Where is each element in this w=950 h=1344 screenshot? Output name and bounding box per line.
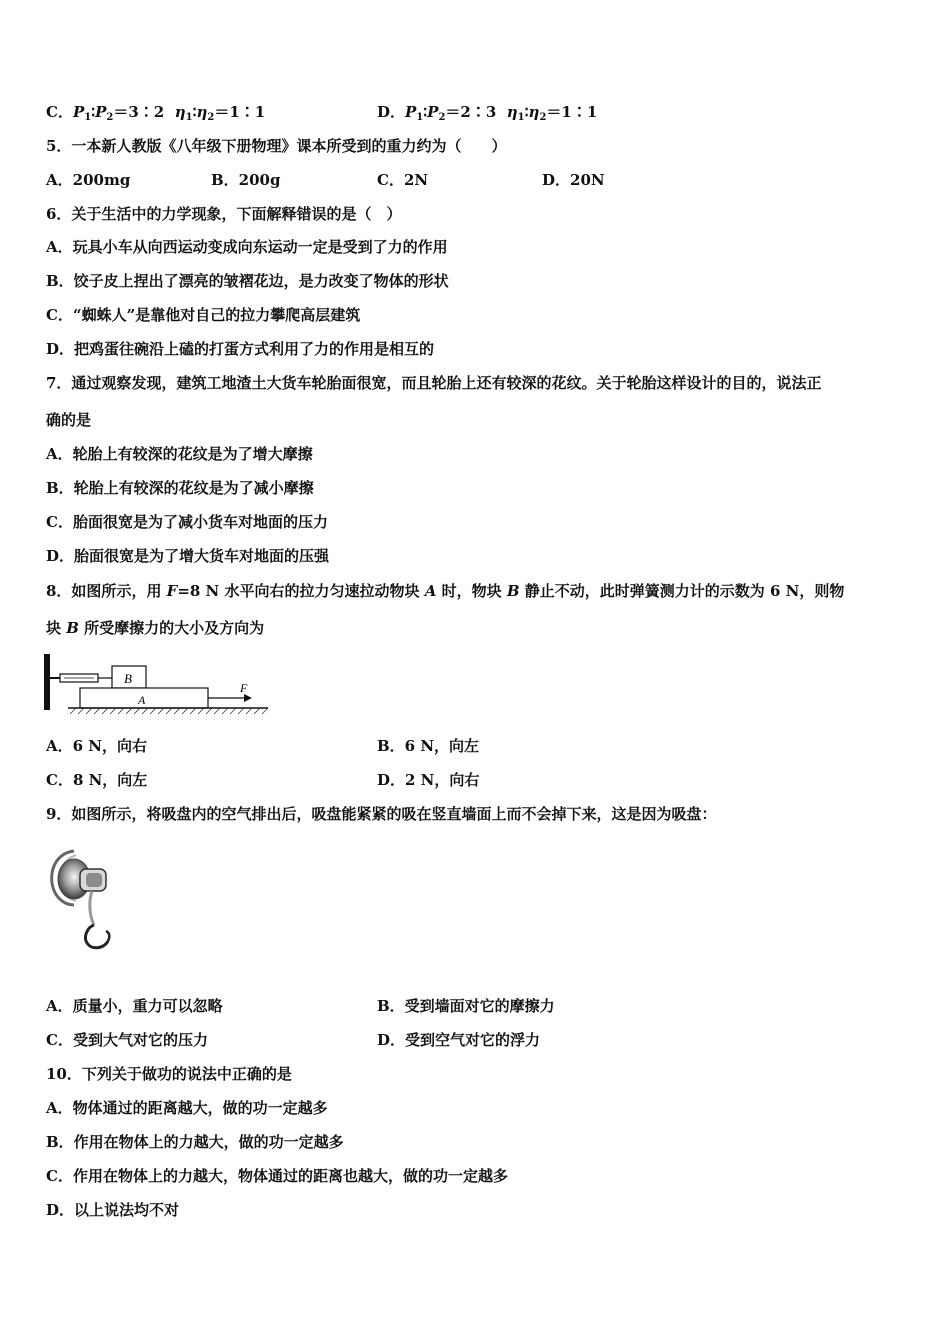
q6-option-c: C．“蜘蛛人”是靠他对自己的拉力攀爬高层建筑 xyxy=(46,306,361,324)
q8-option-a: A．6 N，向右 xyxy=(46,737,148,755)
q4-option-c: C．$P_1∶P_2=3∶2$ $\eta_1∶\eta_2=1∶1$ xyxy=(46,103,266,123)
wall xyxy=(44,654,50,710)
q9-option-b: B．受到墙面对它的摩擦力 xyxy=(377,997,555,1015)
q8-option-d: D．2 N，向右 xyxy=(377,771,480,789)
q7-stem-line1: 7．通过观察发现，建筑工地渣土大货车轮胎面很宽，而且轮胎上还有较深的花纹。关于轮胎这样设计的目的，说法正 xyxy=(46,374,822,392)
q6-option-b: B．饺子皮上捏出了漂亮的皱褶花边，是力改变了物体的形状 xyxy=(46,272,449,290)
q9-option-c: C．受到大气对它的压力 xyxy=(46,1031,208,1049)
q7-option-d: D．胎面很宽是为了增大货车对地面的压强 xyxy=(46,547,330,565)
q6-stem: 6．关于生活中的力学现象，下面解释错误的是（ ） xyxy=(46,205,402,223)
q5-option-b: B．200g xyxy=(211,171,281,189)
q7-option-a: A．轮胎上有较深的花纹是为了增大摩擦 xyxy=(46,445,313,463)
q8-stem-line1: 8．如图所示，用 F=8 N 水平向右的拉力匀速拉动物块 A 时，物块 B 静止不动，此时弹簧测力计的示数为 6 N，则物 xyxy=(46,582,845,600)
q10-stem: 10．下列关于做功的说法中正确的是 xyxy=(46,1065,292,1083)
q5-option-d: D．20N xyxy=(542,171,605,189)
q6-option-a: A．玩具小车从向西运动变成向东运动一定是受到了力的作用 xyxy=(46,238,448,256)
q7-option-b: B．轮胎上有较深的花纹是为了减小摩擦 xyxy=(46,479,314,497)
q5-stem: 5．一本新人教版《八年级下册物理》课本所受到的重力约为（ ） xyxy=(46,137,507,155)
suction-cup-hook-icon xyxy=(44,845,122,957)
label-b: B xyxy=(124,671,132,686)
q5-option-c: C．2N xyxy=(377,171,429,189)
q8-figure-spring-scale xyxy=(44,652,276,716)
q9-stem: 9．如图所示，将吸盘内的空气排出后，吸盘能紧紧的吸在竖直墙面上而不会掉下来，这是因为吸盘： xyxy=(46,805,717,823)
q4-option-d: D．$P_1∶P_2=2∶3$ $\eta_1∶\eta_2=1∶1$ xyxy=(377,103,598,123)
q9-option-d: D．受到空气对它的浮力 xyxy=(377,1031,541,1049)
q8-option-b: B．6 N，向左 xyxy=(377,737,480,755)
q8-stem-line2: 块 B 所受摩擦力的大小及方向为 xyxy=(46,619,265,637)
q7-option-c: C．胎面很宽是为了减小货车对地面的压力 xyxy=(46,513,328,531)
q10-option-d: D．以上说法均不对 xyxy=(46,1201,180,1219)
q6-option-d: D．把鸡蛋往碗沿上磕的打蛋方式利用了力的作用是相互的 xyxy=(46,340,435,358)
label-a: A xyxy=(138,693,146,707)
label-f: F xyxy=(240,681,248,695)
q10-option-c: C．作用在物体上的力越大，物体通过的距离也越大，做的功一定越多 xyxy=(46,1167,508,1185)
q5-option-a: A．200mg xyxy=(46,171,131,189)
q10-option-b: B．作用在物体上的力越大，做的功一定越多 xyxy=(46,1133,344,1151)
q7-stem-line2: 确的是 xyxy=(46,411,92,429)
q9-option-a: A．质量小，重力可以忽略 xyxy=(46,997,223,1015)
q8-option-c: C．8 N，向左 xyxy=(46,771,148,789)
ground-hatch xyxy=(70,708,268,714)
q10-option-a: A．物体通过的距离越大，做的功一定越多 xyxy=(46,1099,328,1117)
